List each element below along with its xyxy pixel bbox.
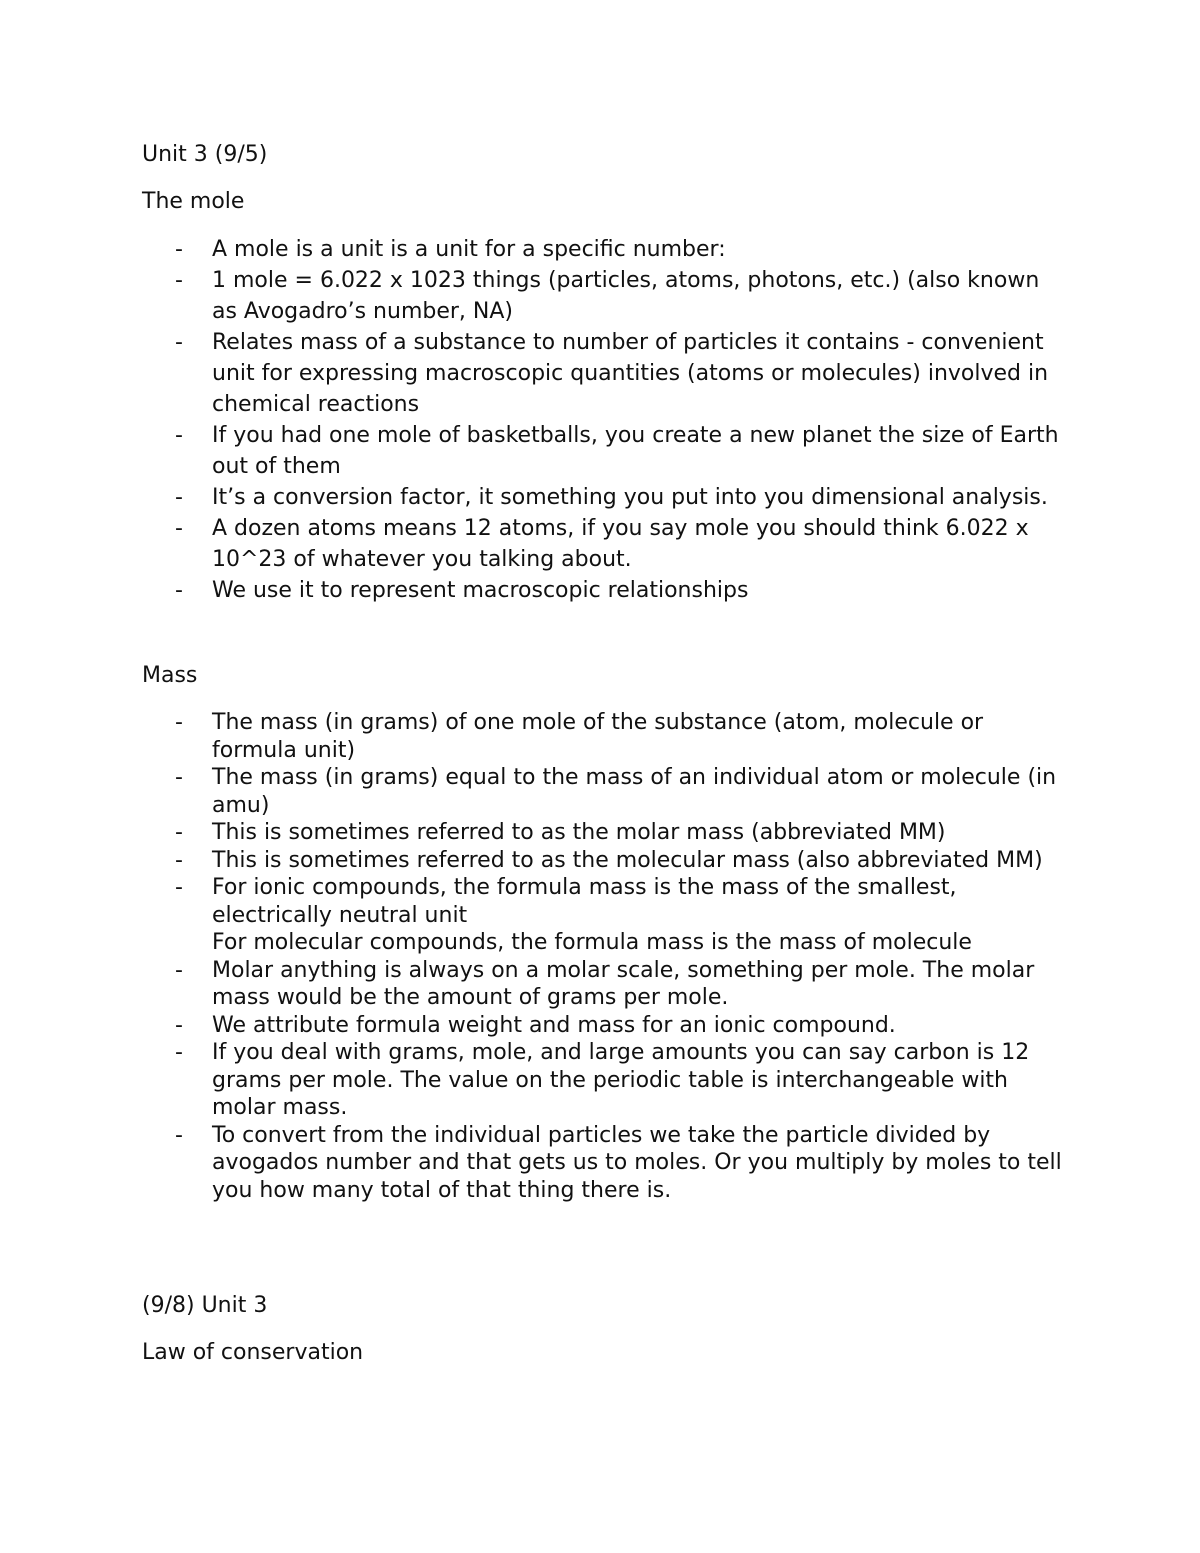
dash-bullet-icon: -: [175, 578, 183, 603]
list-item: [142, 482, 1062, 513]
dash-bullet-icon: -: [175, 765, 183, 790]
list-item-text: We use it to represent macroscopic relationships: [212, 578, 749, 603]
list-item-text: It’s a conversion factor, it something you put into you dimensional analysis.: [212, 485, 1048, 510]
list-item: [142, 1039, 1062, 1122]
dash-bullet-icon: -: [175, 1012, 183, 1038]
dash-bullet-icon: -: [175, 516, 183, 541]
list-item-text: A mole is a unit is a unit for a specific number:: [212, 237, 726, 262]
section-title-unit3-9-5: Unit 3 (9/5): [142, 142, 268, 167]
dash-bullet-icon: -: [175, 330, 183, 355]
list-item-text: The mass (in grams) of one mole of the substance (atom, molecule or formula unit): [212, 710, 984, 763]
list-item-text: Molar anything is always on a molar scale, something per mole. The molar mass would be the amount of grams per mole.: [212, 957, 1035, 1010]
list-item-text: This is sometimes referred to as the molecular mass (also abbreviated MM): [212, 847, 1043, 873]
list-item: [142, 265, 1062, 327]
dash-bullet-icon: -: [175, 237, 183, 262]
list-item-text: A dozen atoms means 12 atoms, if you say mole you should think 6.022 x 10^23 of whatever you talking about.: [212, 516, 1029, 572]
list-item-text: This is sometimes referred to as the molar mass (abbreviated MM): [212, 820, 946, 845]
list-item: [142, 709, 1062, 764]
heading-law-of-conservation: Law of conservation: [142, 1340, 364, 1365]
list-item: [142, 874, 1062, 929]
list-item-text: For molecular compounds, the formula mass is the mass of molecule: [212, 930, 972, 955]
list-item: [142, 819, 1062, 847]
list-item: [142, 234, 1062, 265]
section-title-9-8-unit3: (9/8) Unit 3: [142, 1293, 268, 1318]
heading-the-mole: The mole: [142, 189, 245, 214]
dash-bullet-icon: -: [175, 423, 183, 448]
dash-bullet-icon: -: [175, 485, 183, 510]
heading-mass: Mass: [142, 663, 198, 688]
list-item: [142, 847, 1062, 875]
list-item-text: If you had one mole of basketballs, you create a new planet the size of Earth out of them: [212, 423, 1059, 479]
list-item: [142, 575, 1062, 606]
mole-bullet-list: [142, 234, 1062, 606]
list-item: [142, 1012, 1062, 1040]
dash-bullet-icon: -: [175, 957, 183, 983]
list-item: [142, 1122, 1062, 1205]
list-item-text: 1 mole = 6.022 x 1023 things (particles, atoms, photons, etc.) (also known as Avogadro’s number, NA): [212, 268, 1040, 324]
list-item-continuation: [142, 929, 1062, 957]
list-item-text: Relates mass of a substance to number of particles it contains - convenient unit for expressing macroscopic quantities (atoms or molecules) involved in chemical reactions: [212, 330, 1049, 417]
dash-bullet-icon: -: [175, 847, 183, 873]
list-item-text: The mass (in grams) equal to the mass of an individual atom or molecule (in amu): [212, 765, 1057, 818]
list-item-text: If you deal with grams, mole, and large amounts you can say carbon is 12 grams per mole. The value on the periodic table is interchangeable with molar mass.: [212, 1040, 1030, 1120]
list-item: [142, 420, 1062, 482]
list-item: [142, 957, 1062, 1012]
dash-bullet-icon: -: [175, 1040, 183, 1065]
list-item: [142, 327, 1062, 420]
dash-bullet-icon: -: [175, 268, 183, 293]
list-item: [142, 764, 1062, 819]
dash-bullet-icon: -: [175, 710, 183, 735]
list-item: [142, 513, 1062, 575]
dash-bullet-icon: -: [175, 875, 183, 900]
mass-bullet-list: [142, 709, 1062, 1204]
dash-bullet-icon: -: [175, 820, 183, 845]
list-item-text: We attribute formula weight and mass for an ionic compound.: [212, 1012, 896, 1038]
list-item-text: For ionic compounds, the formula mass is the mass of the smallest, electrically neutral unit: [212, 875, 957, 928]
list-item-text: To convert from the individual particles we take the particle divided by avogados number and that gets us to moles. Or you multiply by moles to tell you how many total of that thing there is.: [212, 1122, 1062, 1203]
dash-bullet-icon: -: [175, 1122, 183, 1148]
